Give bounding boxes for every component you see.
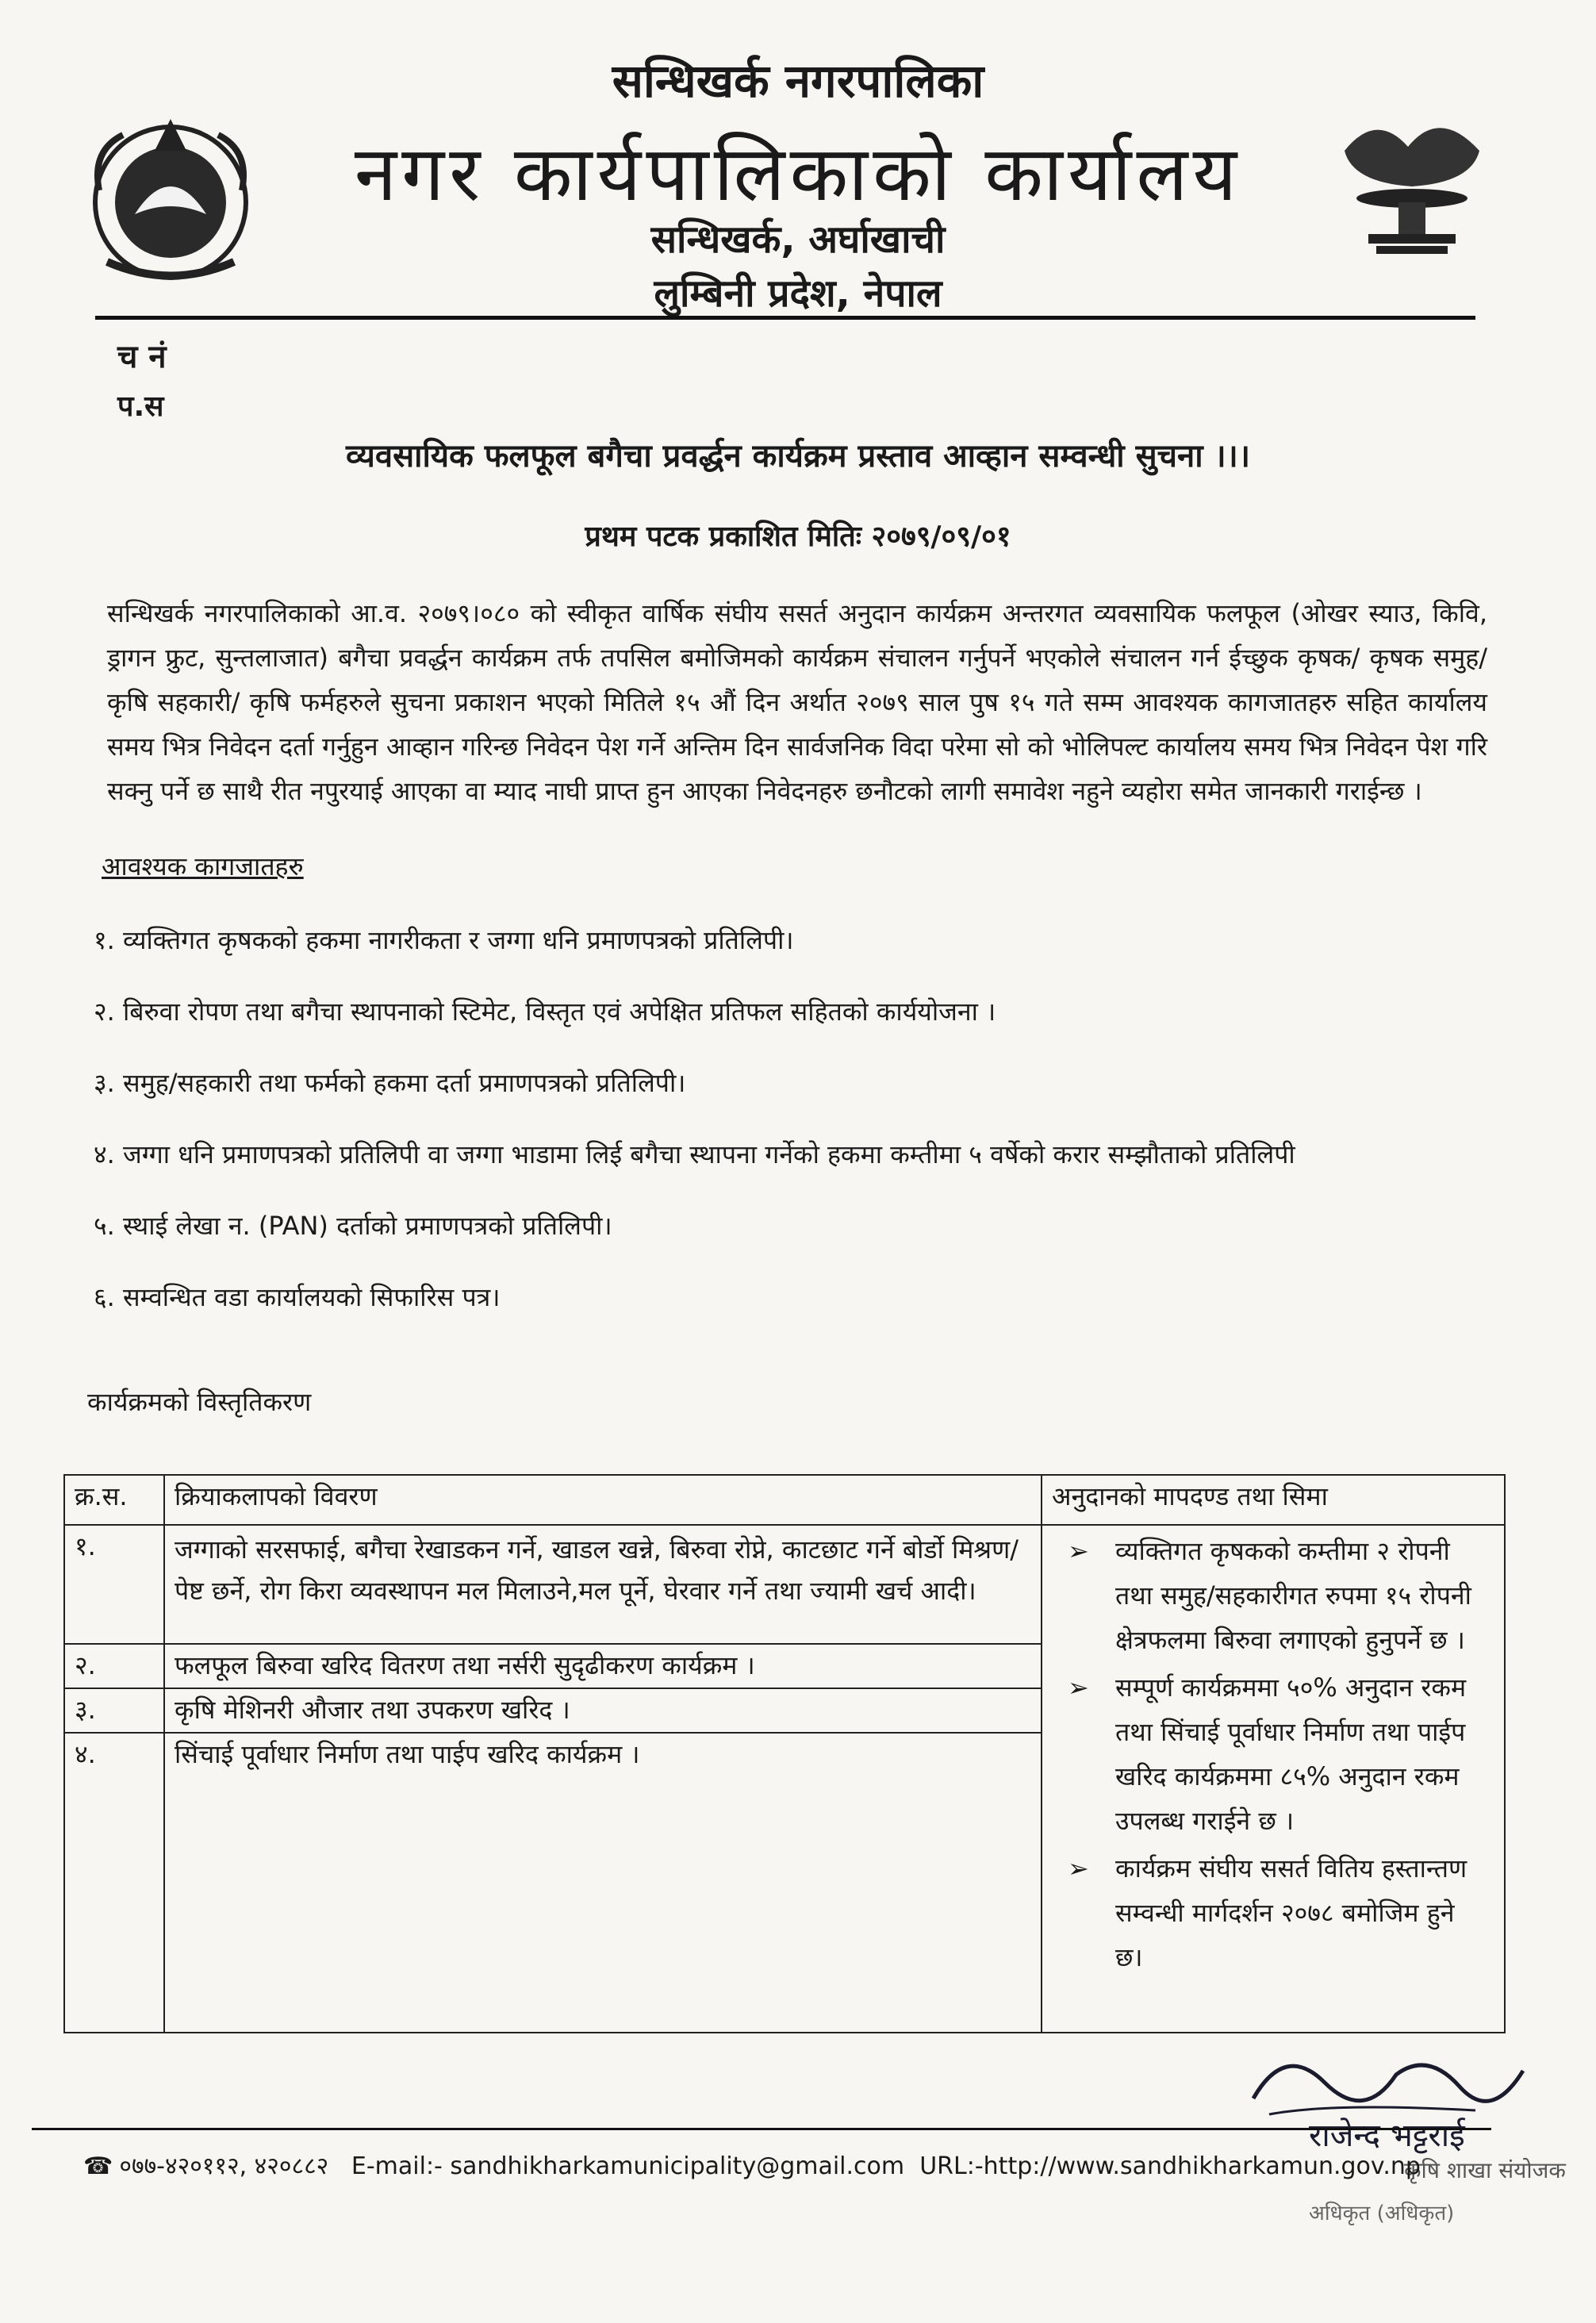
list-item xyxy=(1068,1529,1490,1662)
notice-body: सन्धिखर्क नगरपालिकाको आ.व. २०७९।०८० को स्वीकृत वार्षिक संघीय ससर्त अनुदान कार्यक्रम अन्तरगत व्यवसायिक फलफूल (ओखर स्याउ, किवि, ड्रागन फ्रुट, सुन्तलाजात) बगैचा प्रवर्द्धन कार्यक्रम तर्फ तपसिल बमोजिमको कार्यक्रम संचालन गर्नुपर्ने भएकोले संचालन गर्न ईच्छुक कृषक/ कृषक समुह/ कृषि सहकारी/ कृषि फर्महरुले सुचना प्रकाशन भएको मितिले १५ औं दिन अर्थात २०७९ साल पुष १५ गते सम्म आवश्यक कागजातहरु सहित कार्यालय समय भित्र निवेदन दर्ता गर्नुहुन आव्हान गरिन्छ निवेदन पेश गर्ने अन्तिम दिन सार्वजनिक विदा परेमा सो को भोलिपल्ट कार्यालय समय भित्र निवेदन पेश गरि सक्नु पर्ने छ साथै रीत नपुरयाई आएका वा म्याद नाघी प्राप्त हुन आएका निवेदनहरु छनौटको लागी समावेश नहुने व्यहोरा समेत जानकारी गराईन्छ । xyxy=(107,598,1487,806)
footer-phone: ०७७-४२०११२, ४२०८८२ xyxy=(119,2152,329,2180)
row-sn: ४. xyxy=(64,1733,164,2033)
office-location: सन्धिखर्क, अर्घाखाची xyxy=(650,217,946,262)
header-criteria: अनुदानको मापदण्ड तथा सिमा xyxy=(1042,1475,1505,1525)
signature-title: कृषि शाखा संयोजक xyxy=(1404,2157,1566,2183)
list-item: १. व्यक्तिगत कृषकको हकमा नागरीकता र जग्गा धनि प्रमाणपत्रको प्रतिलिपी। xyxy=(94,925,794,955)
header-sn: क्र.स. xyxy=(64,1475,164,1525)
letter-number: प.स xyxy=(117,390,164,423)
dispatch-number: च नं xyxy=(117,339,167,375)
criteria-text: व्यक्तिगत कृषकको कम्तीमा २ रोपनी तथा समुह/सहकारीगत रुपमा १५ रोपनी क्षेत्रफलमा बिरुवा लगाएको हुनुपर्ने छ । xyxy=(1115,1535,1471,1655)
header-divider xyxy=(95,316,1475,320)
program-table xyxy=(63,1474,1506,2033)
list-item xyxy=(1068,1665,1490,1843)
footer-url: URL:-http://www.sandhikharkamun.gov.np xyxy=(919,2152,1421,2180)
criteria-text: कार्यक्रम संघीय ससर्त वितिय हस्तान्तण सम्वन्धी मार्गदर्शन २०७८ बमोजिम हुने छ। xyxy=(1115,1853,1467,1972)
row-sn: १. xyxy=(64,1525,164,1644)
table-row xyxy=(64,1525,1505,1644)
header-activity: क्रियाकलापको विवरण xyxy=(164,1475,1042,1525)
row-sn: ३. xyxy=(64,1688,164,1733)
row-activity: कृषि मेशिनरी औजार तथा उपकरण खरिद । xyxy=(164,1688,1042,1733)
table-header-row xyxy=(64,1475,1505,1525)
requirements-list xyxy=(94,920,1490,1349)
footer-contact xyxy=(83,2148,1421,2181)
row-activity: फलफूल बिरुवा खरिद वितरण तथा नर्सरी सुदृढीकरण कार्यक्रम । xyxy=(164,1644,1042,1688)
footer-email: E-mail:- sandhikharkamunicipality@gmail.com xyxy=(351,2152,905,2180)
list-item: २. बिरुवा रोपण तथा बगैचा स्थापनाको स्टिमेट, विस्तृत एवं अपेक्षित प्रतिफल सहितको कार्ययोजना । xyxy=(94,996,996,1027)
signature-name: राजेन्द भट्टराई xyxy=(1309,2118,1465,2154)
footer-divider xyxy=(32,2128,1491,2130)
signature-subtitle: अधिकृत (अधिकृत) xyxy=(1309,2202,1455,2225)
program-heading: कार्यक्रमको विस्तृतिकरण xyxy=(87,1387,312,1417)
row-sn: २. xyxy=(64,1644,164,1688)
arrow-bullet-icon: ➢ xyxy=(1068,1535,1089,1566)
list-item: ५. स्थाई लेखा न. (PAN) दर्ताको प्रमाणपत्रको प्रतिलिपी। xyxy=(94,1211,612,1241)
municipality-name: सन्धिखर्क नगरपालिका xyxy=(612,54,984,108)
row-activity: सिंचाई पूर्वाधार निर्माण तथा पाईप खरिद कार्यक्रम । xyxy=(164,1733,1042,2033)
phone-icon: ☎ xyxy=(83,2152,113,2180)
criteria-list xyxy=(1052,1529,1494,1979)
list-item: ६. सम्वन्धित वडा कार्यालयको सिफारिस पत्र। xyxy=(94,1282,501,1312)
requirements-heading: आवश्यक कागजातहरु xyxy=(102,851,304,881)
list-item: ४. जग्गा धनि प्रमाणपत्रको प्रतिलिपी वा जग्गा भाडामा लिई बगैचा स्थापना गर्नेको हकमा कम्तीमा ५ वर्षेको करार सम्झौताको प्रतिलिपी xyxy=(94,1139,1295,1169)
arrow-bullet-icon: ➢ xyxy=(1068,1672,1089,1703)
criteria-cell xyxy=(1042,1525,1505,2033)
office-province: लुम्बिनी प्रदेश, नेपाल xyxy=(654,271,942,316)
notice-subject: व्यवसायिक फलफूल बगैचा प्रवर्द्धन कार्यक्रम प्रस्ताव आव्हान सम्वन्धी सुचना ।।। xyxy=(345,438,1250,474)
list-item: ३. समुह/सहकारी तथा फर्मको हकमा दर्ता प्रमाणपत्रको प्रतिलिपी। xyxy=(94,1068,686,1098)
arrow-bullet-icon: ➢ xyxy=(1068,1853,1089,1883)
criteria-text: सम्पूर्ण कार्यक्रममा ५०% अनुदान रकम तथा सिंचाई पूर्वाधार निर्माण तथा पाईप खरिद कार्यक्रममा ८५% अनुदान रकम उपलब्ध गराईने छ । xyxy=(1115,1672,1467,1836)
publish-date: प्रथम पटक प्रकाशित मितिः २०७९/०९/०१ xyxy=(585,520,1011,553)
row-activity: जग्गाको सरसफाई, बगैचा रेखाडकन गर्ने, खाडल खन्ने, बिरुवा रोप्ने, काटछाट गर्ने बोर्डो मिश्रण/पेष्ट छर्ने, रोग किरा व्यवस्थापन मल मिलाउने,मल पूर्ने, घेरवार गर्ने तथा ज्यामी खर्च आदी। xyxy=(164,1525,1042,1644)
office-title: नगर कार्यपालिकाको कार्यालय xyxy=(354,129,1242,218)
list-item xyxy=(1068,1846,1490,1979)
